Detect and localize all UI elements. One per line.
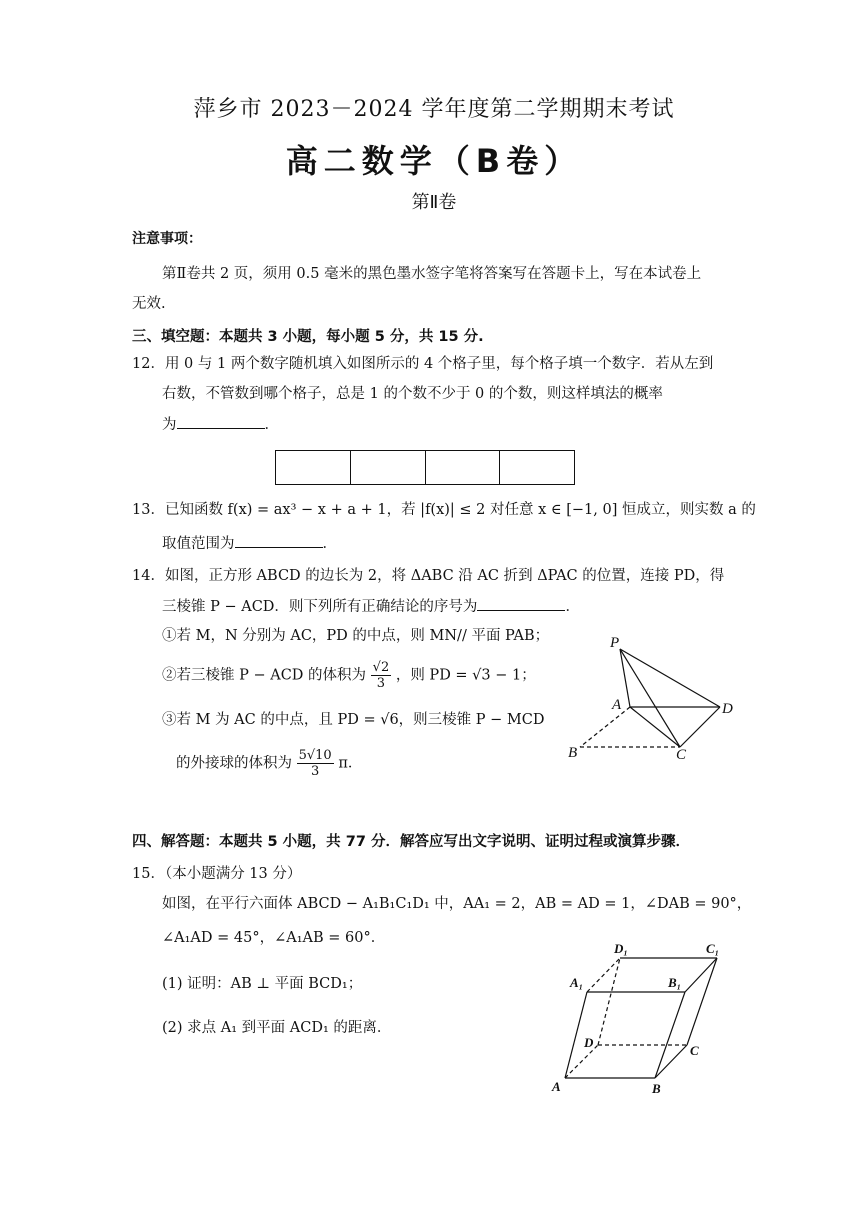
label-A: A xyxy=(552,1079,561,1094)
q15-part1: (1) 证明：AB ⊥ 平面 BCD₁； xyxy=(162,976,363,992)
label-A: A xyxy=(612,697,622,713)
q14-answer-blank[interactable] xyxy=(477,596,565,611)
q13-answer-blank[interactable] xyxy=(235,533,323,548)
q14-option2 xyxy=(162,660,536,691)
label-C1: C₁ xyxy=(706,941,720,956)
label-D1: D₁ xyxy=(614,941,628,956)
label-B: B xyxy=(568,745,578,761)
q14-option3-fraction xyxy=(297,748,334,779)
q14-line1: 14．如图，正方形 ABCD 的边长为 2，将 ΔABC 沿 AC 折到 ΔPAC 的位置，连接 PD，得 xyxy=(132,568,725,584)
q12-suffix: ． xyxy=(264,417,279,433)
q14-pyramid-figure xyxy=(560,625,750,765)
label-C: C xyxy=(676,747,687,763)
label-C: C xyxy=(690,1043,699,1058)
q12-four-cell-grid xyxy=(275,450,575,485)
q14-suffix: ． xyxy=(565,599,580,615)
section3-heading: 三、填空题：本题共 3 小题，每小题 5 分，共 15 分. xyxy=(132,329,484,345)
q13-prefix: 取值范围为 xyxy=(162,536,235,552)
q14-option2-text-b: ，则 PD = √3 − 1； xyxy=(395,667,536,684)
fraction-denominator: 3 xyxy=(311,764,320,779)
q15-part2: (2) 求点 A₁ 到平面 ACD₁ 的距离． xyxy=(162,1020,392,1036)
notice-body-line2: 无效. xyxy=(132,296,166,312)
q14-option3-cont xyxy=(176,748,362,779)
q15-line1: 如图，在平行六面体 ABCD − A₁B₁C₁D₁ 中，AA₁ = 2，AB = AD = 1，∠DAB = 90°， xyxy=(162,896,752,912)
grid-cell xyxy=(500,451,574,484)
fraction-numerator: 5√10 xyxy=(298,748,332,763)
label-B1: B₁ xyxy=(668,975,682,990)
grid-cell xyxy=(426,451,501,484)
label-A1: A₁ xyxy=(570,975,584,990)
q14-option2-fraction xyxy=(371,660,392,691)
q14-option2-text-a: ②若三棱锥 P − ACD 的体积为 xyxy=(162,667,367,684)
q12-line1: 12．用 0 与 1 两个数字随机填入如图所示的 4 个格子里，每个格子填一个数字．若从左到 xyxy=(132,356,714,372)
q12-answer-blank[interactable] xyxy=(177,414,265,429)
q13-line1: 13．已知函数 f(x) = ax³ − x + a + 1，若 |f(x)| ≤ 2 对任意 x ∈ [−1, 0] 恒成立，则实数 a 的 xyxy=(132,502,756,518)
q14-line2 xyxy=(162,596,580,617)
q12-line2: 右数，不管数到哪个格子，总是 1 的个数不少于 0 的个数，则这样填法的概率 xyxy=(162,386,663,402)
q15-title: 15．（本小题满分 13 分） xyxy=(132,866,302,882)
q14-prefix: 三棱锥 P − ACD．则下列所有正确结论的序号为 xyxy=(162,599,478,615)
label-B: B xyxy=(652,1081,661,1096)
q13-suffix: ． xyxy=(322,536,337,552)
q14-option3-text-c: π． xyxy=(338,755,363,772)
label-D: D xyxy=(722,701,733,717)
q14-option3-text-b: 的外接球的体积为 xyxy=(176,755,292,772)
exam-header: 萍乡市 2023－2024 学年度第二学期期末考试 xyxy=(193,97,675,122)
label-D: D xyxy=(584,1035,594,1050)
grid-cell xyxy=(351,451,426,484)
notice-body-line1: 第Ⅱ卷共 2 页，须用 0.5 毫米的黑色墨水签字笔将答案写在答题卡上，写在本试卷上 xyxy=(162,266,702,282)
section4-heading: 四、解答题：本题共 5 小题，共 77 分．解答应写出文字说明、证明过程或演算步骤． xyxy=(132,834,690,850)
grid-cell xyxy=(276,451,351,484)
fraction-numerator: √2 xyxy=(372,660,390,675)
volume-label: 第Ⅱ卷 xyxy=(411,192,457,213)
fraction-denominator: 3 xyxy=(376,676,386,691)
notice-heading: 注意事项： xyxy=(132,231,202,247)
q15-parallelepiped-figure xyxy=(540,935,740,1100)
q12-prefix: 为 xyxy=(162,417,177,433)
label-P: P xyxy=(610,635,620,651)
q13-line2 xyxy=(162,533,337,554)
q14-option3: ③若 M 为 AC 的中点，且 PD = √6，则三棱锥 P − MCD xyxy=(162,712,545,728)
q12-line3 xyxy=(162,414,279,435)
q14-option1: ①若 M，N 分别为 AC，PD 的中点，则 MN// 平面 PAB； xyxy=(162,628,550,644)
exam-title: 高二数学（B卷） xyxy=(285,142,583,180)
q15-line2: ∠A₁AD = 45°，∠A₁AB = 60°． xyxy=(162,930,386,946)
